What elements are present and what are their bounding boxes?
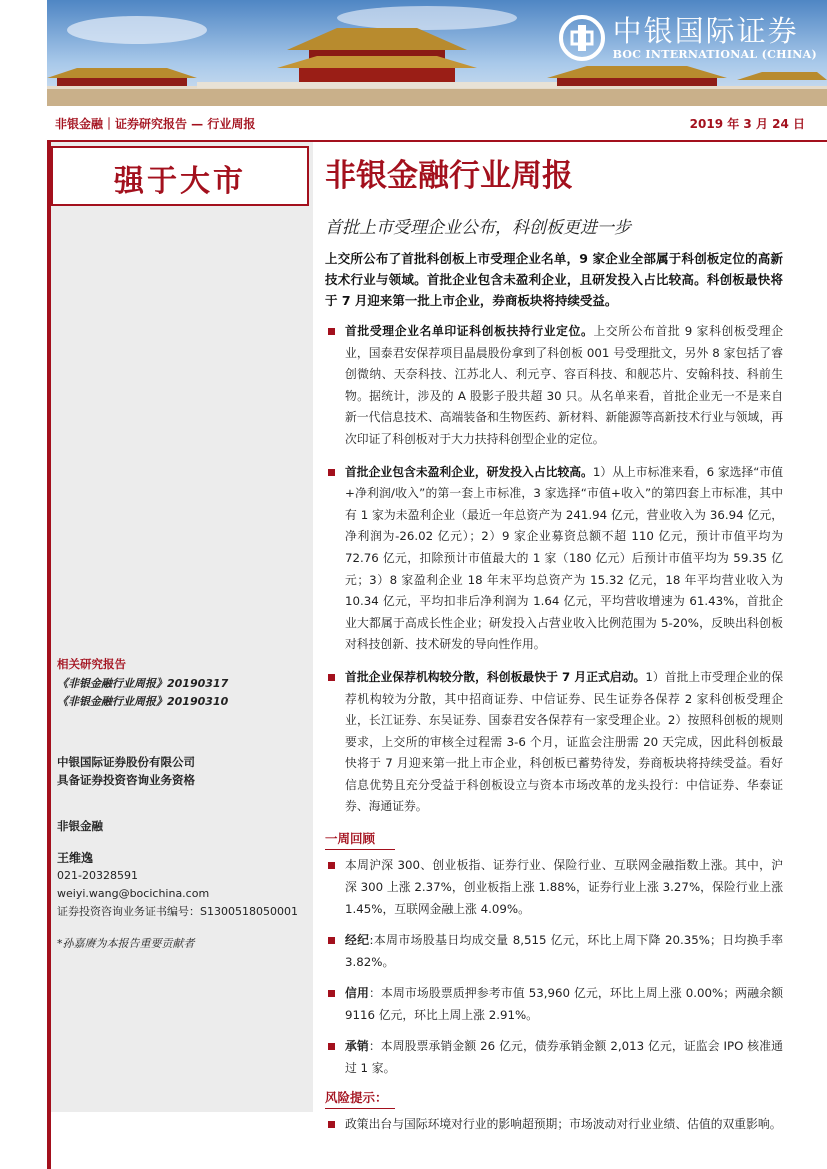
key-point: [325, 667, 783, 818]
report-date: 2019 年 3 月 24 日: [689, 117, 805, 131]
related-report-item[interactable]: 《非银金融行业周报》20190317: [57, 677, 229, 690]
analyst-phone: 021-20328591: [57, 869, 138, 882]
risk-item: [325, 1113, 783, 1135]
industry-rating: 强于大市: [114, 164, 246, 199]
square-bullet-icon: [328, 1043, 335, 1050]
header-banner: [47, 0, 827, 106]
risk-text: 政策出台与国际环境对行业的影响超预期；市场波动对行业业绩、估值的双重影响。: [345, 1117, 782, 1132]
brand-logo: [559, 14, 817, 61]
review-item: [325, 1035, 783, 1079]
review-text: :本周市场股基日均成交量 8,515 亿元，环比上周下降 20.35%；日均换手率 3.82%。: [345, 933, 783, 970]
review-lead: 信用: [345, 986, 369, 1001]
report-subtitle: 首批上市受理企业公布，科创板更进一步: [325, 218, 631, 238]
review-lead: 承销: [345, 1039, 369, 1054]
brand-name-en: BOC INTERNATIONAL (CHINA): [612, 48, 817, 61]
qualification: 具备证券投资咨询业务资格: [57, 773, 195, 787]
sidebar: [51, 142, 313, 1112]
key-point-text: 1）从上市标准来看，6 家选择“市值+净利润/收入”的第一套上市标准，3 家选择“市值+收入”的第四套上市标准，其中有 1 家为未盈利企业（最近一年总资产为 241.94 亿元，营业收入为 36.94 亿元，净利润为-26.02 亿元）；2）9 家企业募资总额不超 110 亿元，预计市值平均为 72.76 亿元，扣除预计市值最大的 1 家（180 亿元）后预计市值平均为 59.35 亿元；3）8 家盈利企业 18 年末平均总资产为 15.32 亿元，18 年平均营业收入为 10.34 亿元，平均扣非后净利润为 1.64 亿元，平均营收增速为 61.43%，首批企业大都属于高成长性企业；研发投入占营业收入比例范围为 5-20%，反映出科创板对科技创新、技术研发的导向性作用。: [345, 464, 783, 652]
sidebar-content: [57, 655, 307, 953]
key-point-text: 1）首批上市受理企业的保荐机构较为分散，其中招商证券、中信证券、民生证券各保荐 2 家科创板受理企业，长江证券、东吴证券、国泰君安各保荐有一家受理企业。2）按照科创板的规则要求，上交所的审核全过程需 3-6 个月，证监会注册需 20 天完成，因此科创板最快将于 7 月迎来第一批上市企业，科创板已蓄势待发，券商板块将持续受益。看好信息优势且充分受益于科创板设立与资本市场改革的龙头投行：中信证券、华泰证券、海通证券。: [345, 669, 783, 814]
week-review-heading: 一周回顾: [325, 829, 395, 850]
key-point: [325, 321, 783, 451]
square-bullet-icon: [328, 990, 335, 997]
review-item: [325, 982, 783, 1026]
analyst-email[interactable]: weiyi.wang@bocichina.com: [57, 887, 210, 900]
risk-heading: 风险提示：: [325, 1088, 395, 1109]
analyst-license: 证券投资咨询业务证书编号：S1300518050001: [57, 905, 298, 918]
key-point-lead: 首批企业保荐机构较分散，科创板最快于 7 月正式启动。: [345, 669, 646, 684]
square-bullet-icon: [328, 1121, 335, 1128]
analyst-name: 王维逸: [57, 851, 94, 865]
review-lead: 经纪: [345, 933, 370, 948]
rating-box: [51, 146, 309, 206]
square-bullet-icon: [328, 674, 335, 681]
sector-label: 非银金融: [57, 819, 103, 833]
square-bullet-icon: [328, 937, 335, 944]
key-point-lead: 首批企业包含未盈利企业，研发投入占比较高。: [345, 464, 593, 479]
boc-logo-icon: [559, 15, 605, 61]
key-point-lead: 首批受理企业名单印证科创板扶持行业定位。: [345, 324, 594, 338]
square-bullet-icon: [328, 862, 335, 869]
review-item: [325, 854, 783, 920]
breadcrumb: 非银金融｜证券研究报告 — 行业周报: [55, 117, 256, 131]
summary: 上交所公布了首批科创板上市受理企业名单，9 家企业全部属于科创板定位的高新技术行业与领域。首批企业包含未盈利企业，且研发投入占比较高。科创板最快将于 7 月迎来第一批上市企业，券商板块将持续受益。: [325, 251, 783, 308]
review-text: 本周沪深 300、创业板指、证券行业、保险行业、互联网金融指数上涨。其中，沪深 300 上涨 2.37%，创业板指上涨 1.88%，证券行业上涨 3.27%，保险行业上涨 1.45%，互联网金融上涨 4.09%。: [345, 858, 783, 917]
review-text: ：本周市场股票质押参考市值 53,960 亿元，环比上周上涨 0.00%；两融余额 9116 亿元，环比上周上涨 2.91%。: [345, 986, 783, 1023]
review-text: ：本周股票承销金额 26 亿元，债券承销金额 2,013 亿元，证监会 IPO 核准通过 1 家。: [345, 1039, 783, 1076]
key-point: [325, 462, 783, 656]
square-bullet-icon: [328, 328, 335, 335]
main-content: [325, 248, 783, 1144]
report-title: 非银金融行业周报: [325, 158, 573, 194]
report-info-bar: [47, 106, 827, 140]
brand-name-cn: 中银国际证券: [612, 14, 799, 48]
square-bullet-icon: [328, 469, 335, 476]
related-reports-heading: 相关研究报告: [57, 657, 126, 671]
contributor-note: *孙嘉赓为本报告重要贡献者: [57, 937, 195, 950]
company-name: 中银国际证券股份有限公司: [57, 755, 195, 769]
review-item: [325, 929, 783, 973]
key-point-text: 上交所公布首批 9 家科创板受理企业，国泰君安保荐项目晶晨股份拿到了科创板 001 号受理批文，另外 8 家包括了睿创微纳、天奈科技、江苏北人、利元亨、容百科技、和舰芯片、安翰科技、科前生物。据统计，涉及的 A 股影子股共超 30 只。从名单来看，首批企业无一不是来自新一代信息技术、高端装备和生物医药、新材料、新能源等高新技术行业与领域，再次印证了科创板对于大力扶持科创型企业的定位。: [345, 324, 783, 446]
related-report-item[interactable]: 《非银金融行业周报》20190310: [57, 695, 229, 708]
